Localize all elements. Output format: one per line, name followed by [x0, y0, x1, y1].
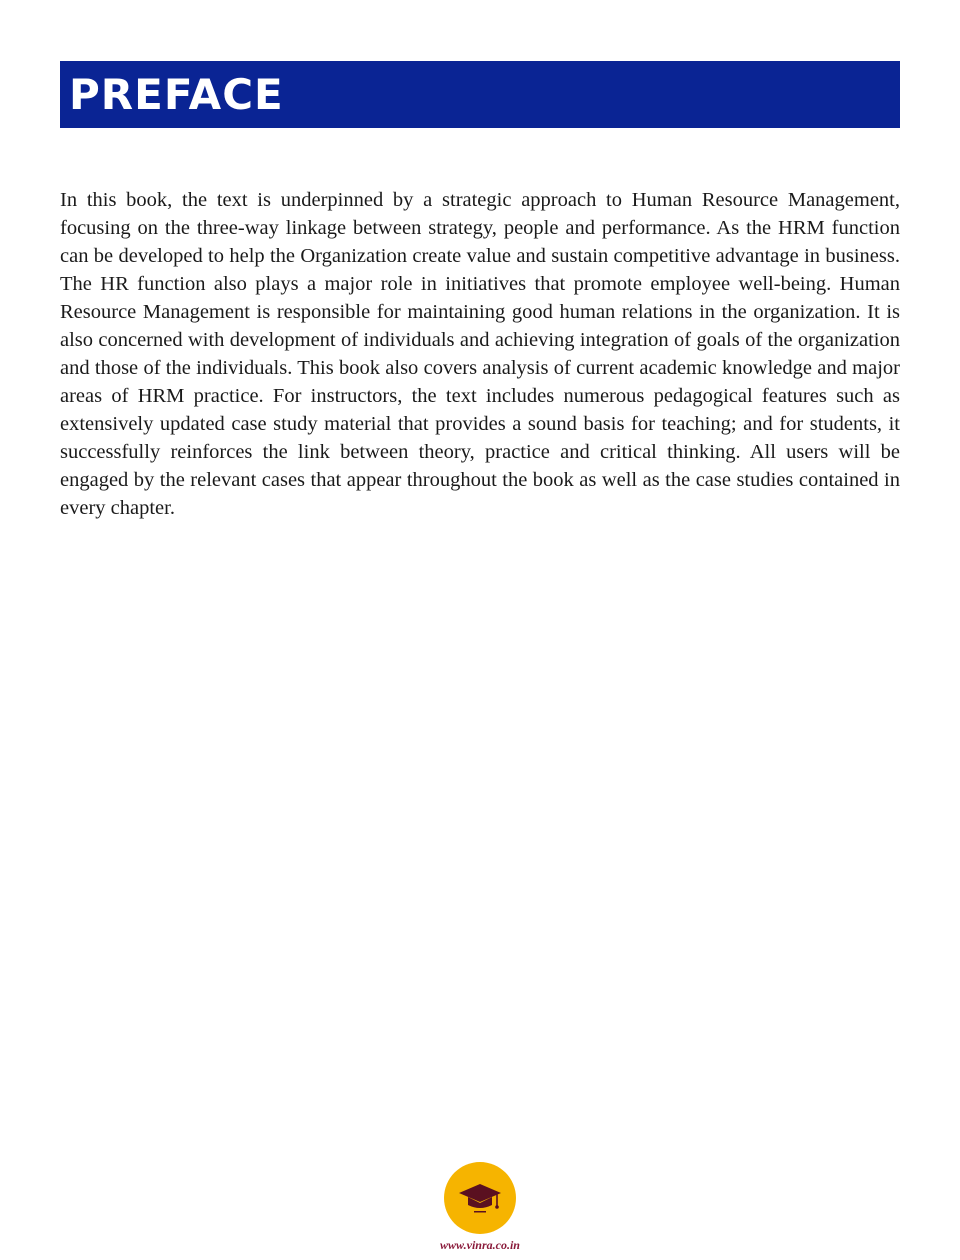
- title-banner: [60, 61, 900, 128]
- page-title: PREFACE: [69, 69, 284, 119]
- footer-url[interactable]: www.vinra.co.in: [440, 1238, 520, 1252]
- preface-paragraph: In this book, the text is underpinned by a strategic approach to Human Resource Management, focusing on the three-way linkage between strategy, people and performance. As the HRM function can be developed to help the Organization create value and sustain competitive advantage in business. The HR function also plays a major role in initiatives that promote employee well-being. Human Resource Management is responsible for maintaining good human relations in the organization. It is also concerned with development of individuals and achieving integration of goals of the organization and those of the individuals. This book also covers analysis of current academic knowledge and major areas of HRM practice. For instructors, the text includes numerous pedagogical features such as extensively updated case study material that provides a sound basis for teaching; and for students, it successfully reinforces the link between theory, practice and critical thinking. All users will be engaged by the relevant cases that appear throughout the book as well as the case studies contained in every chapter.: [60, 189, 900, 519]
- publisher-logo: [444, 1162, 516, 1234]
- graduation-cap-icon: [457, 1178, 503, 1218]
